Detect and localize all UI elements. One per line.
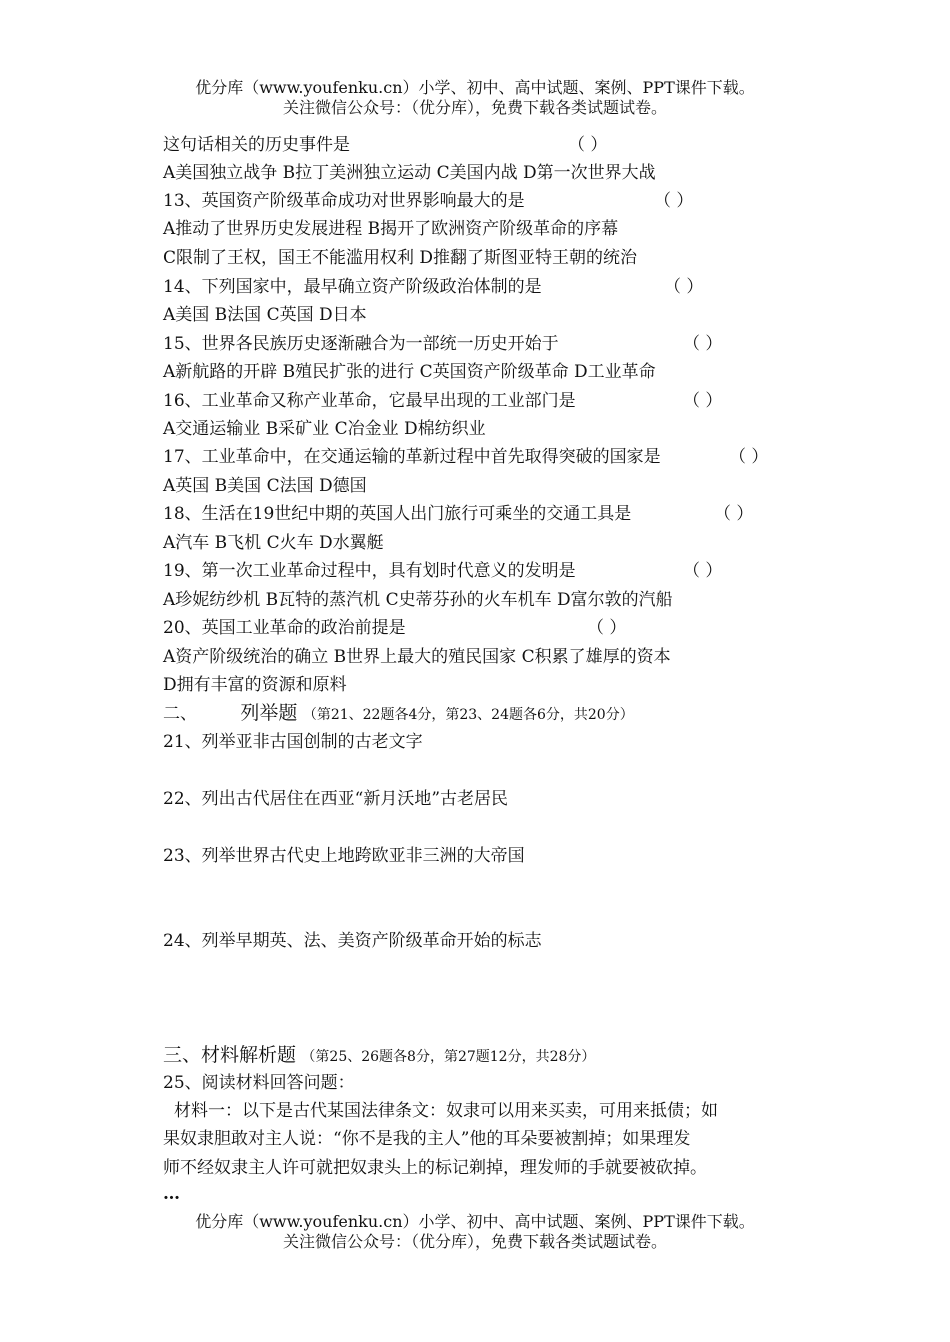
footer-line-1: 优分库（www.youfenku.cn）小学、初中、高中试题、案例、PPT课件下载。 [195, 1212, 755, 1231]
header-line-1: 优分库（www.youfenku.cn）小学、初中、高中试题、案例、PPT课件下载。 [195, 78, 755, 97]
q14-stem: 14、下列国家中，最早确立资产阶级政治体制的是 [163, 277, 542, 297]
q25-stem: 25、阅读材料回答问题： [163, 1073, 355, 1093]
q18-options: A汽车 B飞机 C火车 D水翼艇 [163, 533, 384, 553]
section-2-title: 列举题 [240, 702, 298, 724]
page-footer [0, 1212, 950, 1252]
q14-answer-paren: （ ） [664, 277, 704, 297]
section-2-number: 二、 [163, 704, 197, 724]
q13-options-2: C限制了王权，国王不能滥用权利 D推翻了斯图亚特王朝的统治 [163, 248, 638, 268]
section-3-heading [163, 1044, 595, 1068]
q14-options: A美国 B法国 C英国 D日本 [163, 305, 367, 325]
material-ellipsis: … [163, 1184, 180, 1204]
page-header [0, 78, 950, 118]
q19-options: A珍妮纺纱机 B瓦特的蒸汽机 C史蒂芬孙的火车机车 D富尔敦的汽船 [163, 590, 673, 610]
header-line-2: 关注微信公众号：（优分库），免费下载各类试题试卷。 [282, 98, 667, 117]
section-3-note: （第25、26题各8分，第27题12分，共28分） [301, 1049, 596, 1065]
q12-answer-paren: （ ） [568, 135, 608, 155]
q15-options: A新航路的开辟 B殖民扩张的进行 C英国资产阶级革命 D工业革命 [163, 362, 656, 382]
q17-options: A英国 B美国 C法国 D德国 [163, 476, 367, 496]
q21-stem: 21、列举亚非古国创制的古老文字 [163, 732, 423, 752]
q16-answer-paren: （ ） [683, 391, 723, 411]
q24-stem: 24、列举早期英、法、美资产阶级革命开始的标志 [163, 931, 542, 951]
q20-options-2: D拥有丰富的资源和原料 [163, 675, 347, 695]
q23-stem: 23、列举世界古代史上地跨欧亚非三洲的大帝国 [163, 846, 525, 866]
q13-options-1: A推动了世界历史发展进程 B揭开了欧洲资产阶级革命的序幕 [163, 219, 619, 239]
q12-stem: 这句话相关的历史事件是 [163, 135, 350, 155]
material-1-line-1: 材料一：以下是古代某国法律条文：奴隶可以用来买卖，可用来抵债；如 [174, 1101, 718, 1121]
q18-stem: 18、生活在19世纪中期的英国人出门旅行可乘坐的交通工具是 [163, 504, 632, 524]
q17-answer-paren: （ ） [729, 447, 769, 467]
q16-options: A交通运输业 B采矿业 C冶金业 D棉纺织业 [163, 419, 486, 439]
q12-options: A美国独立战争 B拉丁美洲独立运动 C美国内战 D第一次世界大战 [163, 163, 656, 183]
material-1-line-3: 师不经奴隶主人许可就把奴隶头上的标记剃掉，理发师的手就要被砍掉。 [163, 1158, 707, 1178]
q22-stem: 22、列出古代居住在西亚“新月沃地”古老居民 [163, 789, 509, 809]
q20-stem: 20、英国工业革命的政治前提是 [163, 618, 406, 638]
q18-answer-paren: （ ） [714, 504, 754, 524]
q16-stem: 16、工业革命又称产业革命，它最早出现的工业部门是 [163, 391, 576, 411]
section-3-title: 三、材料解析题 [163, 1044, 297, 1066]
material-1-line-2: 果奴隶胆敢对主人说：“你不是我的主人”他的耳朵要被割掉；如果理发 [163, 1129, 691, 1149]
footer-line-2: 关注微信公众号：（优分库），免费下载各类试题试卷。 [282, 1232, 667, 1251]
q17-stem: 17、工业革命中，在交通运输的革新过程中首先取得突破的国家是 [163, 447, 661, 467]
q20-options-1: A资产阶级统治的确立 B世界上最大的殖民国家 C积累了雄厚的资本 [163, 647, 671, 667]
q19-stem: 19、第一次工业革命过程中，具有划时代意义的发明是 [163, 561, 576, 581]
q20-answer-paren: （ ） [587, 618, 627, 638]
q13-answer-paren: （ ） [654, 191, 694, 211]
section-2-note: （第21、22题各4分，第23、24题各6分，共20分） [302, 707, 634, 723]
q15-answer-paren: （ ） [683, 334, 723, 354]
section-2-heading [163, 702, 634, 726]
q19-answer-paren: （ ） [683, 561, 723, 581]
q13-stem: 13、英国资产阶级革命成功对世界影响最大的是 [163, 191, 525, 211]
q15-stem: 15、世界各民族历史逐渐融合为一部统一历史开始于 [163, 334, 559, 354]
